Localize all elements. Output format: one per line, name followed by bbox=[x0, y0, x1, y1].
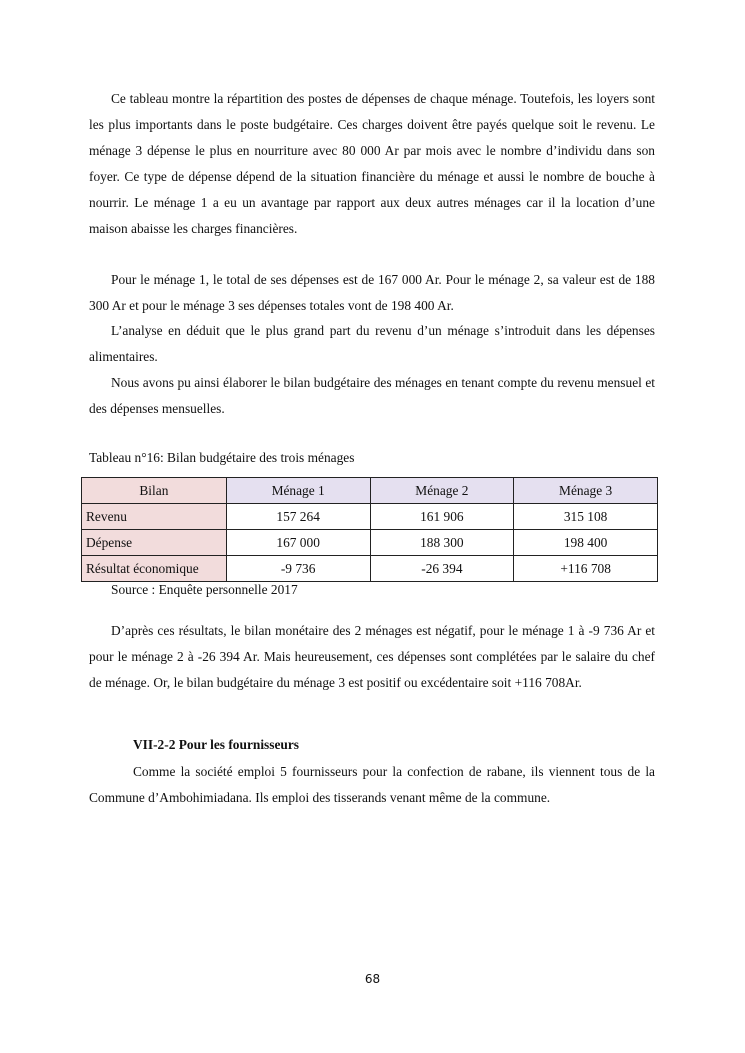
cell-value: 198 400 bbox=[514, 530, 658, 556]
table-header-row bbox=[82, 478, 658, 504]
row-label-resultat: Résultat économique bbox=[82, 556, 227, 582]
paragraph-analysis: L’analyse en déduit que le plus grand part du revenu d’un ménage s’introduit dans les dépenses alimentaires. bbox=[89, 323, 655, 364]
cell-value: +116 708 bbox=[514, 556, 658, 582]
header-menage-3: Ménage 3 bbox=[514, 478, 658, 504]
cell-value: 167 000 bbox=[226, 530, 370, 556]
cell-value: 188 300 bbox=[370, 530, 514, 556]
table-source: Source : Enquête personnelle 2017 bbox=[111, 582, 298, 597]
cell-value: 157 264 bbox=[226, 504, 370, 530]
row-label-revenu: Revenu bbox=[82, 504, 227, 530]
table-row bbox=[82, 504, 658, 530]
table-row bbox=[82, 530, 658, 556]
cell-value: 315 108 bbox=[514, 504, 658, 530]
header-menage-2: Ménage 2 bbox=[370, 478, 514, 504]
cell-value: 161 906 bbox=[370, 504, 514, 530]
paragraph-results: D’après ces résultats, le bilan monétaire des 2 ménages est négatif, pour le ménage 1 à -9 736 Ar et pour le ménage 2 à -26 394 Ar. Mais heureusement, ces dépenses sont complétées par le salaire du chef de ménage. Or, le bilan budgétaire du ménage 3 est positif ou excédentaire soit +116 708Ar. bbox=[89, 623, 655, 690]
header-bilan: Bilan bbox=[82, 478, 227, 504]
paragraph-suppliers: Comme la société emploi 5 fournisseurs pour la confection de rabane, ils viennent tous de la Commune d’Ambohimiadana. Ils emploi des tisserands venant même de la commune. bbox=[89, 764, 655, 805]
table-row bbox=[82, 556, 658, 582]
paragraph-budget-intro: Nous avons pu ainsi élaborer le bilan budgétaire des ménages en tenant compte du revenu mensuel et des dépenses mensuelles. bbox=[89, 375, 655, 416]
row-label-depense: Dépense bbox=[82, 530, 227, 556]
page-number: 68 bbox=[364, 972, 381, 986]
section-heading: VII-2-2 Pour les fournisseurs bbox=[133, 737, 300, 752]
cell-value: -26 394 bbox=[370, 556, 514, 582]
paragraph-total-expenses: Pour le ménage 1, le total de ses dépenses est de 167 000 Ar. Pour le ménage 2, sa valeur est de 188 300 Ar et pour le ménage 3 ses dépenses totales vont de 198 400 Ar. bbox=[89, 272, 655, 313]
table-caption: Tableau n°16: Bilan budgétaire des trois ménages bbox=[89, 450, 355, 465]
header-menage-1: Ménage 1 bbox=[226, 478, 370, 504]
paragraph-expense-distribution: Ce tableau montre la répartition des postes de dépenses de chaque ménage. Toutefois, les loyers sont les plus importants dans le poste budgétaire. Ces charges doivent être payés quelque soit le revenu. Le ménage 3 dépense le plus en nourriture avec 80 000 Ar par mois avec le nombre d’individu dans son foyer. Ce type de dépense dépend de la situation financière du ménage et aussi le nombre de bouche à nourrir. Le ménage 1 a eu un avantage par rapport aux deux autres ménages car il la location d’une maison abaisse les charges financières. bbox=[89, 91, 655, 236]
budget-table bbox=[81, 477, 658, 582]
cell-value: -9 736 bbox=[226, 556, 370, 582]
